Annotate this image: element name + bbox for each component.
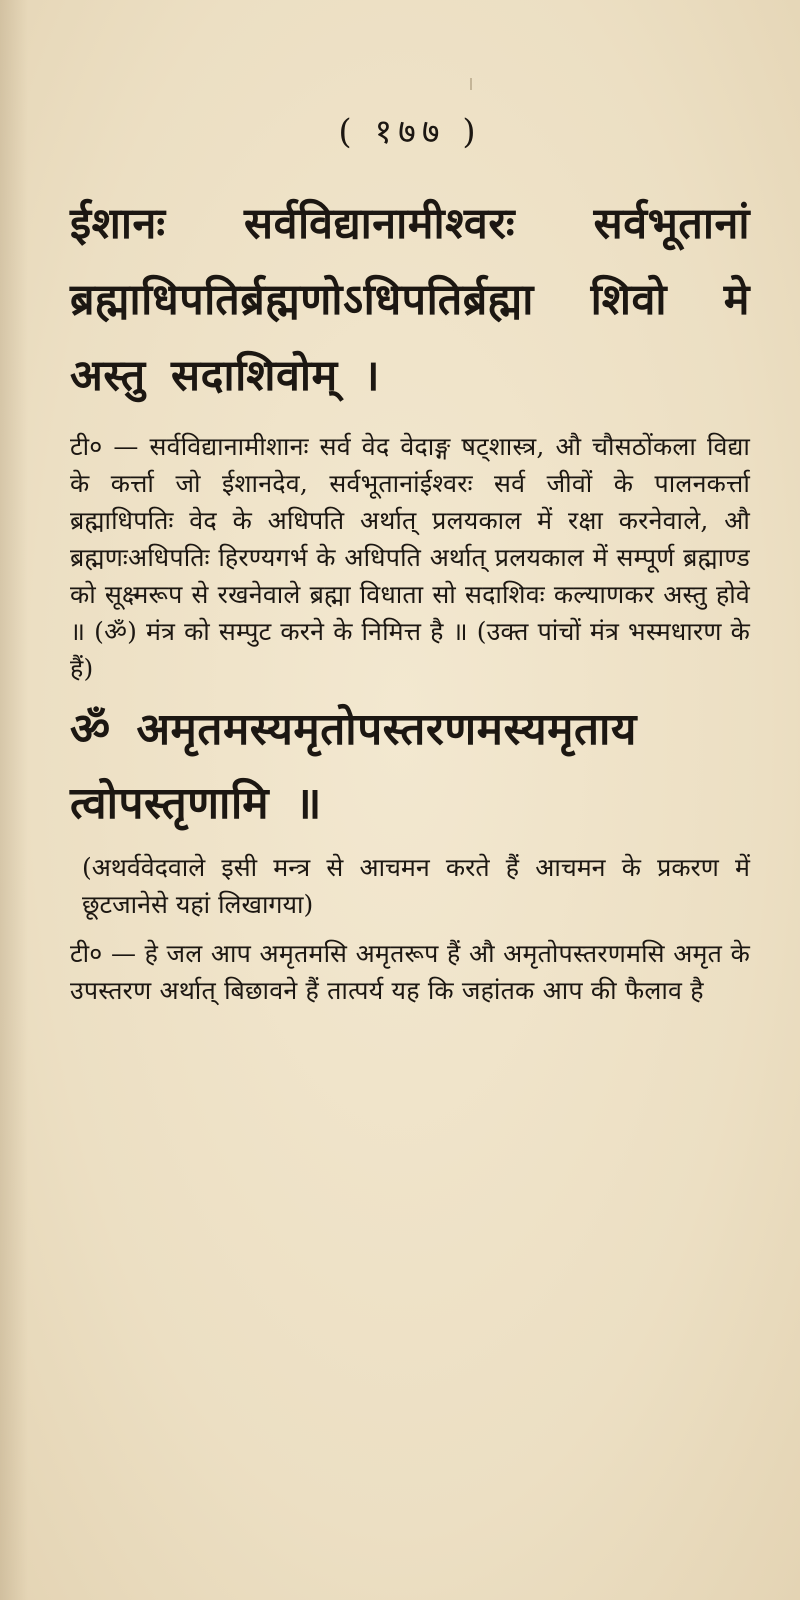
page-number: ( १७७ ) <box>338 112 482 152</box>
page-edge-shadow <box>0 0 28 1600</box>
page-content <box>70 112 750 1009</box>
parenthetical-note: (अथर्ववेदवाले इसी मन्त्र से आचमन करते हैं आचमन के प्रकरण में छूटजानेसे यहां लिखागया) <box>82 853 750 919</box>
printing-mark <box>470 78 472 90</box>
mantra-amritam: ॐ अमृतमस्यमृतोपस्तरणमस्यमृताय त्वोपस्तृणामि ॥ <box>70 704 637 829</box>
mantra-ishanah: ईशानः सर्वविद्यानामीश्वरः सर्वभूतानां ब्रह्माधिपतिर्ब्रह्मणोऽधिपतिर्ब्रह्मा शिवो मे अस्तु सदाशिवोम् । <box>70 199 750 401</box>
commentary-paragraph-2: टी० — हे जल आप अमृतमसि अमृतरूप हैं औ अमृतोपस्तरणमसि अमृत के उपस्तरण अर्थात् बिछावने हैं तात्पर्य यह कि जहांतक आप की फैलाव है <box>70 939 750 1005</box>
commentary-paragraph-1: टी० — सर्वविद्यानामीशानः सर्व वेद वेदाङ्ग षट्शास्त्र, औ चौसठोंकला विद्या के कर्त्ता जो ईशानदेव, सर्वभूतानांईश्वरः सर्व जीवों के पालनकर्त्ता ब्रह्माधिपतिः वेद के अधिपति अर्थात् प्रलयकाल में रक्षा करनेवाले, औ ब्रह्मणःअधिपतिः हिरण्यगर्भ के अधिपति अर्थात् प्रलयकाल में सम्पूर्ण ब्रह्माण्ड को सूक्ष्मरूप से रखनेवाले ब्रह्मा विधाता सो सदाशिवः कल्याणकर अस्तु होवे ॥ (ॐ) मंत्र को सम्पुट करने के निमित्त है ॥ (उक्त पांचों मंत्र भस्मधारण के हैं) <box>70 432 750 683</box>
